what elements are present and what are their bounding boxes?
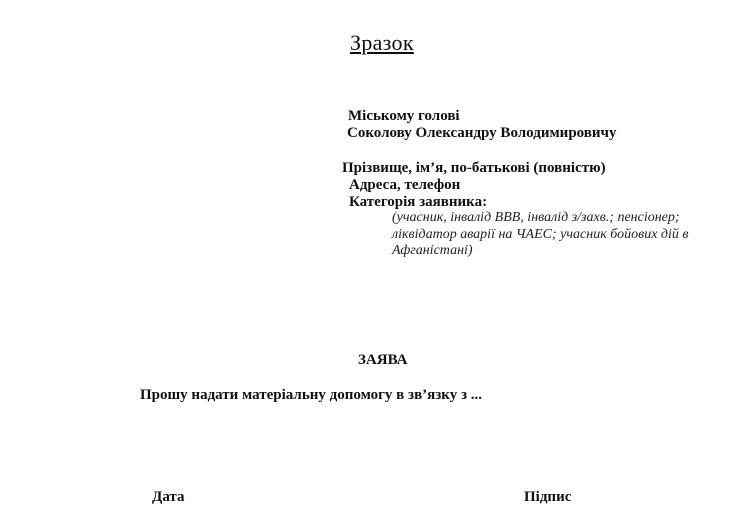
statement-heading: ЗАЯВА	[358, 352, 408, 368]
document-title: Зразок	[350, 30, 414, 55]
category-note-line: ліквідатор аварії на ЧАЕС; учасник бойових дій в	[392, 227, 689, 242]
addressee-line-1: Міському голові	[348, 108, 460, 124]
date-label: Дата	[152, 489, 185, 505]
applicant-name-label: Прізвище, ім’я, по-батькові (повністю)	[342, 160, 606, 176]
category-note-line: (учасник, інвалід ВВВ, інвалід з/захв.; пенсіонер;	[392, 210, 680, 225]
applicant-address-label: Адреса, телефон	[349, 177, 461, 193]
signature-label: Підпис	[524, 489, 572, 505]
addressee-line-2: Соколову Олександру Володимировичу	[347, 125, 617, 141]
request-text: Прошу надати матеріальну допомогу в зв’язку з ...	[140, 387, 483, 403]
applicant-category-label: Категорія заявника:	[349, 194, 488, 210]
category-note-line: Афганістані)	[392, 243, 473, 258]
